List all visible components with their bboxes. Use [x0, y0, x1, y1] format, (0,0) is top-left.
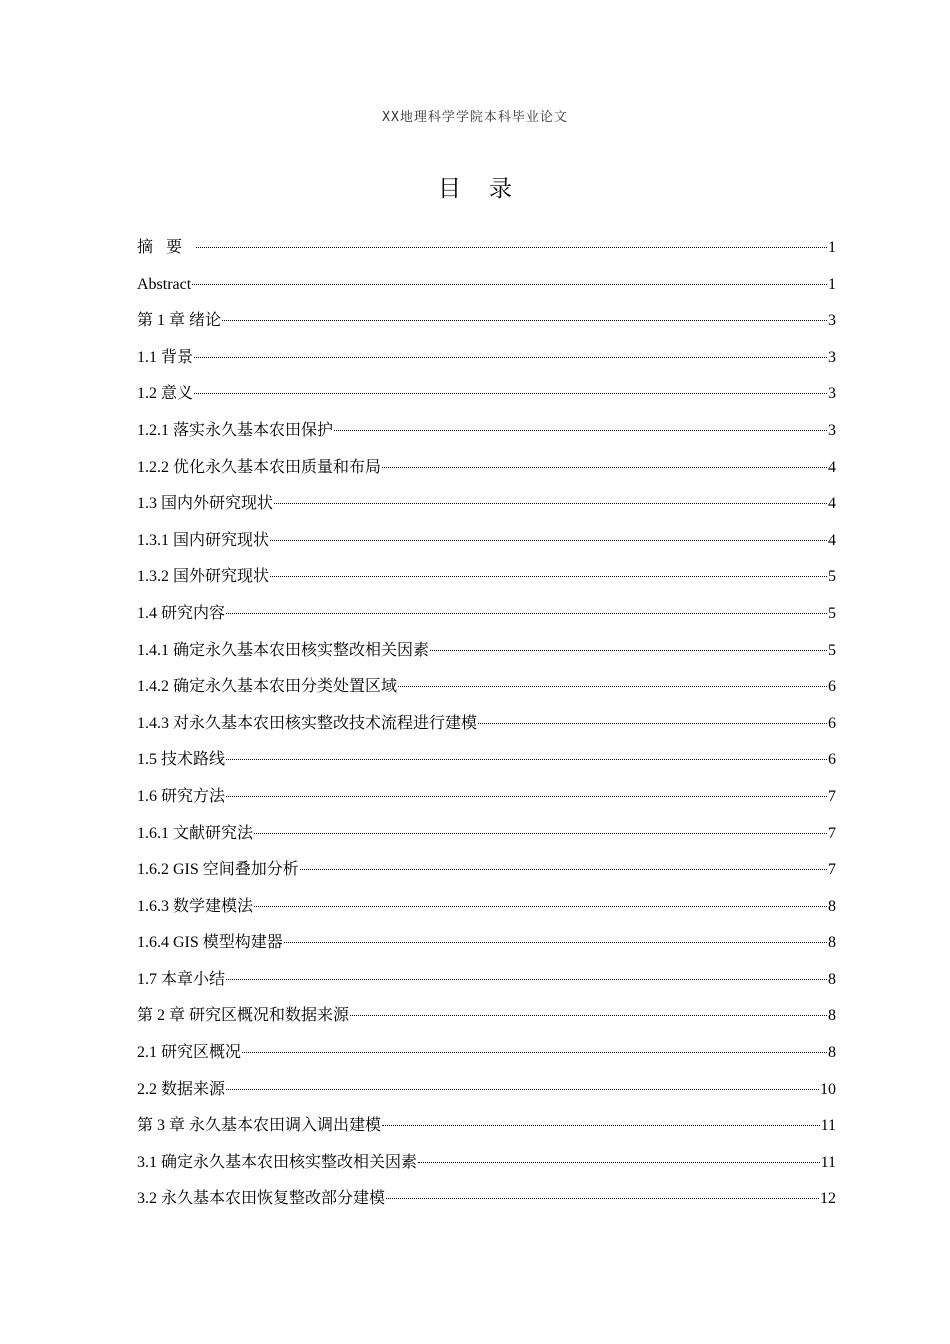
dot-leader [226, 759, 827, 760]
toc-entry-page: 8 [828, 897, 836, 915]
dot-leader [382, 467, 827, 468]
toc-entry-label: 1.5 技术路线 [137, 751, 226, 769]
dot-leader [274, 503, 827, 504]
toc-entry-label: 2.2 数据来源 [137, 1080, 226, 1098]
toc-entry-1-6[interactable] [137, 779, 836, 816]
toc-entry-1-3-1[interactable] [137, 523, 836, 560]
toc-entry-label: Abstract [137, 275, 192, 293]
toc-entry-page: 11 [820, 1153, 836, 1171]
dot-leader [192, 284, 827, 285]
dot-leader [418, 1162, 820, 1163]
dot-leader [270, 576, 827, 577]
toc-entry-label: 1.4.2 确定永久基本农田分类处置区域 [137, 678, 398, 696]
dot-leader [254, 906, 827, 907]
dot-leader [350, 1015, 827, 1016]
toc-entry-page: 6 [828, 678, 836, 696]
toc-entry-page: 7 [828, 787, 836, 805]
toc-entry-page: 8 [828, 970, 836, 988]
toc-entry-label: 1.1 背景 [137, 348, 194, 366]
toc-entry-label: 摘要 [137, 239, 196, 256]
toc-entry-abstract-en[interactable] [137, 267, 836, 304]
toc-entry-1-6-2[interactable] [137, 852, 836, 889]
toc-entry-label: 1.3.1 国内研究现状 [137, 531, 270, 549]
toc-entry-label: 1.3.2 国外研究现状 [137, 568, 270, 586]
toc-entry-chapter-1[interactable] [137, 303, 836, 340]
toc-entry-1-6-1[interactable] [137, 816, 836, 853]
dot-leader [222, 320, 827, 321]
dot-leader [398, 686, 827, 687]
dot-leader [270, 540, 827, 541]
toc-entry-2-1[interactable] [137, 1035, 836, 1072]
toc-entry-page: 3 [828, 312, 836, 330]
toc-entry-1-6-4[interactable] [137, 925, 836, 962]
toc-entry-label: 1.4.1 确定永久基本农田核实整改相关因素 [137, 641, 430, 659]
running-header: XX地理科学学院本科毕业论文 [382, 110, 568, 125]
dot-leader [254, 833, 827, 834]
toc-entry-label: 1.2 意义 [137, 385, 194, 403]
toc-entry-page: 5 [828, 641, 836, 659]
dot-leader [478, 723, 827, 724]
toc-entry-1-3[interactable] [137, 486, 836, 523]
toc-entry-1-4-3[interactable] [137, 706, 836, 743]
toc-entry-label: 1.6 研究方法 [137, 787, 226, 805]
toc-entry-label: 1.2.1 落实永久基本农田保护 [137, 421, 334, 439]
toc-entry-page: 8 [828, 1044, 836, 1062]
toc-entry-label: 3.2 永久基本农田恢复整改部分建模 [137, 1190, 386, 1208]
dot-leader [334, 430, 827, 431]
toc-entry-label: 1.2.2 优化永久基本农田质量和布局 [137, 458, 382, 476]
toc-entry-1-1[interactable] [137, 340, 836, 377]
toc-entry-label: 3.1 确定永久基本农田核实整改相关因素 [137, 1153, 418, 1171]
toc-entry-page: 8 [828, 1007, 836, 1025]
dot-leader [226, 796, 827, 797]
toc-entry-3-1[interactable] [137, 1145, 836, 1182]
toc-entry-page: 8 [828, 934, 836, 952]
toc-title: 目录 [438, 176, 540, 202]
toc-entry-page: 1 [828, 275, 836, 293]
toc-entry-label: 1.7 本章小结 [137, 970, 226, 988]
toc-entry-page: 3 [828, 385, 836, 403]
dot-leader [242, 1052, 827, 1053]
toc-entry-label: 第 2 章 研究区概况和数据来源 [137, 1007, 350, 1025]
toc-entry-abstract-cn[interactable] [137, 230, 836, 267]
toc-entry-1-7[interactable] [137, 962, 836, 999]
dot-leader [382, 1125, 820, 1126]
toc-entry-1-5[interactable] [137, 742, 836, 779]
toc-entry-1-3-2[interactable] [137, 559, 836, 596]
toc-entry-page: 7 [828, 824, 836, 842]
toc-entry-page: 6 [828, 751, 836, 769]
toc-entry-label: 1.4 研究内容 [137, 604, 226, 622]
toc-entry-label: 1.4.3 对永久基本农田核实整改技术流程进行建模 [137, 714, 478, 732]
toc-entry-1-4-2[interactable] [137, 669, 836, 706]
toc-entry-1-2-1[interactable] [137, 413, 836, 450]
toc-entry-page: 5 [828, 568, 836, 586]
toc-entry-page: 3 [828, 421, 836, 439]
toc-entry-page: 5 [828, 604, 836, 622]
toc-list [137, 230, 836, 1218]
toc-entry-page: 4 [828, 531, 836, 549]
toc-entry-label: 1.6.1 文献研究法 [137, 824, 254, 842]
dot-leader [284, 942, 827, 943]
toc-entry-1-2-2[interactable] [137, 450, 836, 487]
toc-entry-label: 第 1 章 绪论 [137, 312, 222, 330]
dot-leader [386, 1198, 819, 1199]
toc-entry-label: 1.3 国内外研究现状 [137, 495, 274, 513]
toc-entry-chapter-2[interactable] [137, 998, 836, 1035]
toc-entry-page: 7 [828, 861, 836, 879]
dot-leader [430, 650, 827, 651]
toc-entry-2-2[interactable] [137, 1072, 836, 1109]
toc-entry-1-6-3[interactable] [137, 889, 836, 926]
dot-leader [300, 869, 827, 870]
toc-entry-page: 12 [820, 1190, 836, 1208]
toc-entry-3-2[interactable] [137, 1181, 836, 1218]
dot-leader [194, 393, 827, 394]
toc-entry-label: 1.6.3 数学建模法 [137, 897, 254, 915]
dot-leader [226, 613, 827, 614]
toc-entry-page: 3 [828, 348, 836, 366]
toc-entry-page: 10 [820, 1080, 836, 1098]
dot-leader [226, 1089, 819, 1090]
toc-entry-1-4[interactable] [137, 596, 836, 633]
toc-entry-label: 2.1 研究区概况 [137, 1044, 242, 1062]
toc-entry-page: 6 [828, 714, 836, 732]
toc-entry-1-2[interactable] [137, 376, 836, 413]
toc-entry-label: 第 3 章 永久基本农田调入调出建模 [137, 1117, 382, 1135]
toc-entry-1-4-1[interactable] [137, 633, 836, 670]
toc-entry-page: 11 [820, 1117, 836, 1135]
dot-leader [194, 357, 827, 358]
toc-entry-label: 1.6.2 GIS 空间叠加分析 [137, 861, 299, 879]
dot-leader [196, 247, 827, 248]
toc-entry-page: 4 [828, 495, 836, 513]
toc-entry-page: 1 [828, 239, 836, 256]
dot-leader [226, 979, 827, 980]
toc-entry-page: 4 [828, 458, 836, 476]
toc-entry-chapter-3[interactable] [137, 1108, 836, 1145]
toc-entry-label: 1.6.4 GIS 模型构建器 [137, 934, 283, 952]
